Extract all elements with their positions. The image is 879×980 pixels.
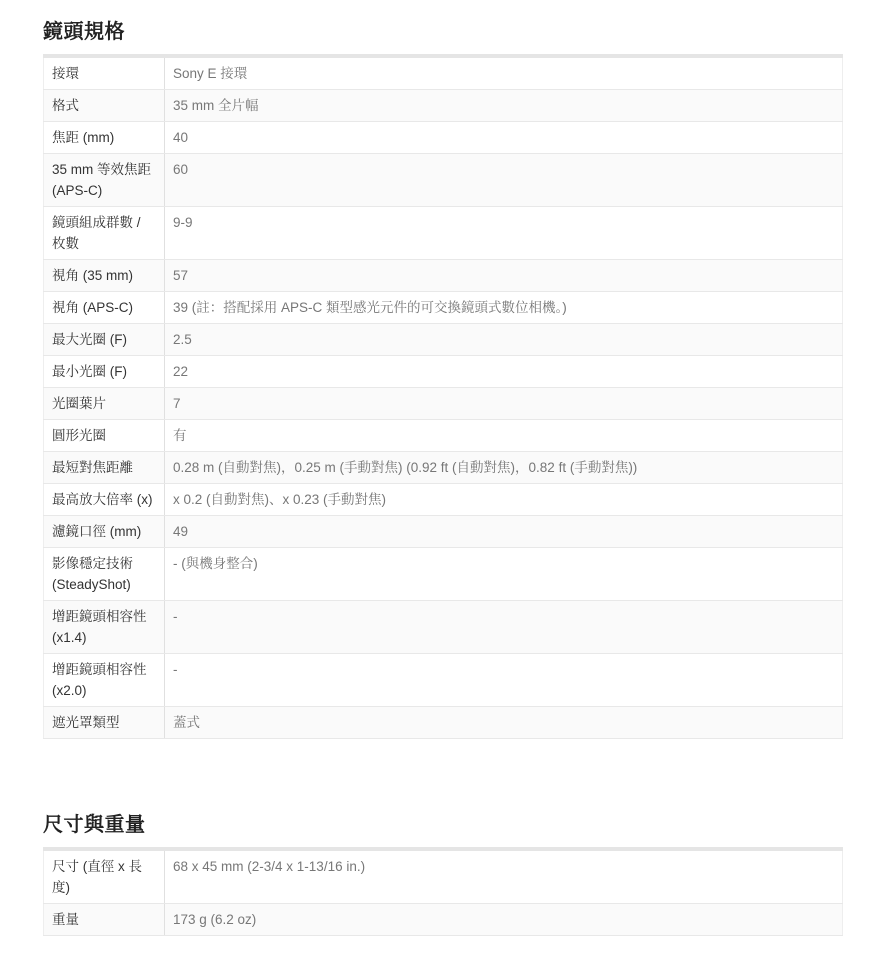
spec-row [44, 654, 843, 707]
lens-specs-table [43, 58, 843, 739]
spec-value: - (與機身整合) [165, 548, 843, 601]
spec-row [44, 260, 843, 292]
spec-row [44, 452, 843, 484]
spec-label: 35 mm 等效焦距 (APS-C) [44, 154, 165, 207]
spec-label: 增距鏡頭相容性 (x2.0) [44, 654, 165, 707]
spec-label: 圓形光圈 [44, 420, 165, 452]
spec-value: 0.28 m (自動對焦)，0.25 m (手動對焦) (0.92 ft (自動對焦)，0.82 ft (手動對焦)) [165, 452, 843, 484]
spec-label: 重量 [44, 904, 165, 936]
spec-value: x 0.2 (自動對焦)、x 0.23 (手動對焦) [165, 484, 843, 516]
spec-label: 最大光圈 (F) [44, 324, 165, 356]
spec-row [44, 904, 843, 936]
spec-value: 蓋式 [165, 707, 843, 739]
spec-value: 60 [165, 154, 843, 207]
spec-label: 焦距 (mm) [44, 122, 165, 154]
spec-label: 視角 (35 mm) [44, 260, 165, 292]
spec-row [44, 851, 843, 904]
spec-label: 最短對焦距離 [44, 452, 165, 484]
spec-label: 增距鏡頭相容性 (x1.4) [44, 601, 165, 654]
spec-label: 最高放大倍率 (x) [44, 484, 165, 516]
spec-label: 接環 [44, 58, 165, 90]
spec-row [44, 601, 843, 654]
spec-row [44, 484, 843, 516]
spec-row [44, 548, 843, 601]
spec-label: 遮光罩類型 [44, 707, 165, 739]
spec-label: 濾鏡口徑 (mm) [44, 516, 165, 548]
spec-row [44, 388, 843, 420]
spec-row [44, 292, 843, 324]
spec-row [44, 90, 843, 122]
spec-row [44, 356, 843, 388]
spec-label: 影像穩定技術 (SteadyShot) [44, 548, 165, 601]
spec-row [44, 207, 843, 260]
spec-value: 39 (註：搭配採用 APS-C 類型感光元件的可交換鏡頭式數位相機。) [165, 292, 843, 324]
spec-value: 7 [165, 388, 843, 420]
spec-value: 49 [165, 516, 843, 548]
spec-value: 35 mm 全片幅 [165, 90, 843, 122]
spec-label: 尺寸 (直徑 x 長度) [44, 851, 165, 904]
spec-value: 2.5 [165, 324, 843, 356]
spec-value: - [165, 601, 843, 654]
spec-label: 格式 [44, 90, 165, 122]
spec-value: - [165, 654, 843, 707]
spec-value: 57 [165, 260, 843, 292]
lens-specs-section [43, 18, 843, 739]
spec-row [44, 122, 843, 154]
spec-label: 光圈葉片 [44, 388, 165, 420]
spec-row [44, 58, 843, 90]
section-title-size-weight: 尺寸與重量 [43, 814, 146, 836]
section-title-lens-specs: 鏡頭規格 [43, 21, 125, 43]
spec-row [44, 516, 843, 548]
spec-row [44, 154, 843, 207]
spec-row [44, 420, 843, 452]
size-weight-table [43, 851, 843, 936]
spec-value: 有 [165, 420, 843, 452]
spec-value: 173 g (6.2 oz) [165, 904, 843, 936]
spec-label: 視角 (APS-C) [44, 292, 165, 324]
spec-row [44, 324, 843, 356]
size-weight-section [43, 811, 843, 936]
spec-value: 68 x 45 mm (2-3/4 x 1-13/16 in.) [165, 851, 843, 904]
spec-value: Sony E 接環 [165, 58, 843, 90]
spec-label: 鏡頭組成群數 / 枚數 [44, 207, 165, 260]
spec-label: 最小光圈 (F) [44, 356, 165, 388]
spec-value: 9-9 [165, 207, 843, 260]
spec-value: 40 [165, 122, 843, 154]
spec-row [44, 707, 843, 739]
spec-value: 22 [165, 356, 843, 388]
